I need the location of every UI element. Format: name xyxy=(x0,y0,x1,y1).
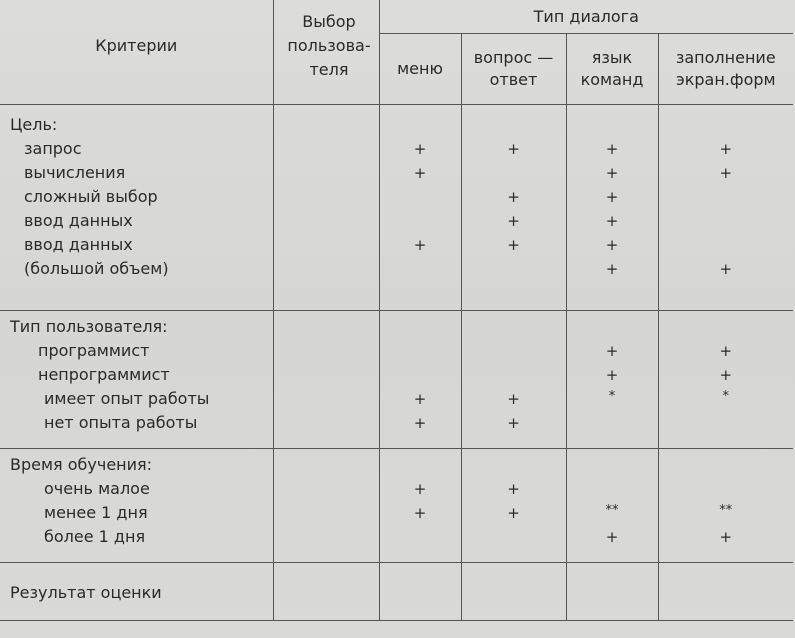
criteria-header: Критерии xyxy=(0,0,273,105)
mark-cell xyxy=(658,105,793,311)
section-training-time xyxy=(0,449,793,563)
mark: + xyxy=(507,390,520,408)
mark: + xyxy=(605,164,619,182)
mark-cell xyxy=(379,311,461,449)
mark: ** xyxy=(605,503,619,518)
criterion-label: очень малое xyxy=(44,479,150,498)
user-choice-cell xyxy=(273,311,379,449)
mark-cell xyxy=(658,449,793,563)
dialog-type-header: Тип диалога xyxy=(379,0,793,34)
user-choice-line: пользова- xyxy=(287,36,371,55)
column-header-form-filling xyxy=(658,34,793,105)
mark: + xyxy=(507,414,520,432)
mark: + xyxy=(507,212,520,230)
section-goal xyxy=(0,105,793,311)
user-choice-cell xyxy=(273,449,379,563)
result-cell xyxy=(658,563,793,621)
mark: + xyxy=(413,236,427,254)
criterion-label: программист xyxy=(38,341,150,360)
criterion-label: сложный выбор xyxy=(24,187,158,206)
criterion-label: вычисления xyxy=(24,163,126,182)
column-header-line: команд xyxy=(580,70,644,89)
mark: + xyxy=(719,140,733,158)
section-criteria-cell xyxy=(0,105,273,311)
criterion-label: (большой объем) xyxy=(24,259,169,278)
mark: + xyxy=(507,480,520,498)
mark: + xyxy=(719,164,733,182)
mark-cell xyxy=(566,449,658,563)
mark: + xyxy=(507,236,520,254)
section-title: Цель: xyxy=(10,115,58,134)
mark: * xyxy=(608,389,616,404)
user-choice-cell xyxy=(273,105,379,311)
mark-cell xyxy=(461,105,566,311)
mark: + xyxy=(719,342,733,360)
criterion-label: запрос xyxy=(24,139,82,158)
section-user-type xyxy=(0,311,793,449)
criterion-label: имеет опыт работы xyxy=(44,389,210,408)
mark-cell xyxy=(379,105,461,311)
mark: + xyxy=(413,390,427,408)
mark: + xyxy=(605,212,619,230)
mark-cell xyxy=(658,311,793,449)
result-cell xyxy=(273,563,379,621)
mark: + xyxy=(605,366,619,384)
criterion-label: менее 1 дня xyxy=(44,503,148,522)
section-criteria-cell xyxy=(0,449,273,563)
result-cell xyxy=(461,563,566,621)
mark: + xyxy=(605,260,619,278)
mark: + xyxy=(413,140,427,158)
mark: + xyxy=(507,140,520,158)
criterion-label: более 1 дня xyxy=(44,527,146,546)
column-header-line: экран.форм xyxy=(675,70,776,89)
column-header-line: ответ xyxy=(489,70,538,89)
result-label: Результат оценки xyxy=(10,583,162,602)
mark: + xyxy=(507,188,520,206)
criterion-label: непрограммист xyxy=(38,365,170,384)
result-row xyxy=(0,563,793,621)
column-header-question-answer xyxy=(461,34,566,105)
user-choice-header xyxy=(273,0,379,105)
mark: + xyxy=(605,342,619,360)
mark-cell xyxy=(566,311,658,449)
user-choice-line: Выбор xyxy=(302,12,356,31)
mark: + xyxy=(507,504,520,522)
mark: + xyxy=(413,414,427,432)
mark: + xyxy=(719,528,733,546)
mark: + xyxy=(605,188,619,206)
mark: + xyxy=(605,236,619,254)
column-header-line: язык xyxy=(591,48,633,67)
mark: + xyxy=(413,504,427,522)
mark: * xyxy=(722,389,730,404)
mark: + xyxy=(719,366,733,384)
mark: ** xyxy=(719,503,733,518)
section-title: Тип пользователя: xyxy=(10,317,168,336)
mark: + xyxy=(413,480,427,498)
mark: + xyxy=(413,164,427,182)
result-label-cell xyxy=(0,563,273,621)
mark-cell xyxy=(379,449,461,563)
section-title: Время обучения: xyxy=(10,455,153,474)
mark-cell xyxy=(461,311,566,449)
mark-cell xyxy=(566,105,658,311)
column-header-menu xyxy=(379,34,461,105)
criterion-label: нет опыта работы xyxy=(44,413,198,432)
result-cell xyxy=(379,563,461,621)
column-header-command-language xyxy=(566,34,658,105)
mark: + xyxy=(719,260,733,278)
criterion-label: ввод данных xyxy=(24,211,133,230)
section-criteria-cell xyxy=(0,311,273,449)
mark: + xyxy=(605,140,619,158)
column-header-line: меню xyxy=(397,59,443,78)
result-cell xyxy=(566,563,658,621)
criterion-label: ввод данных xyxy=(24,235,133,254)
column-header-line: вопрос — xyxy=(473,48,554,67)
mark-cell xyxy=(461,449,566,563)
column-header-line: заполнение xyxy=(675,48,776,67)
mark: + xyxy=(605,528,619,546)
user-choice-line: теля xyxy=(309,60,349,79)
